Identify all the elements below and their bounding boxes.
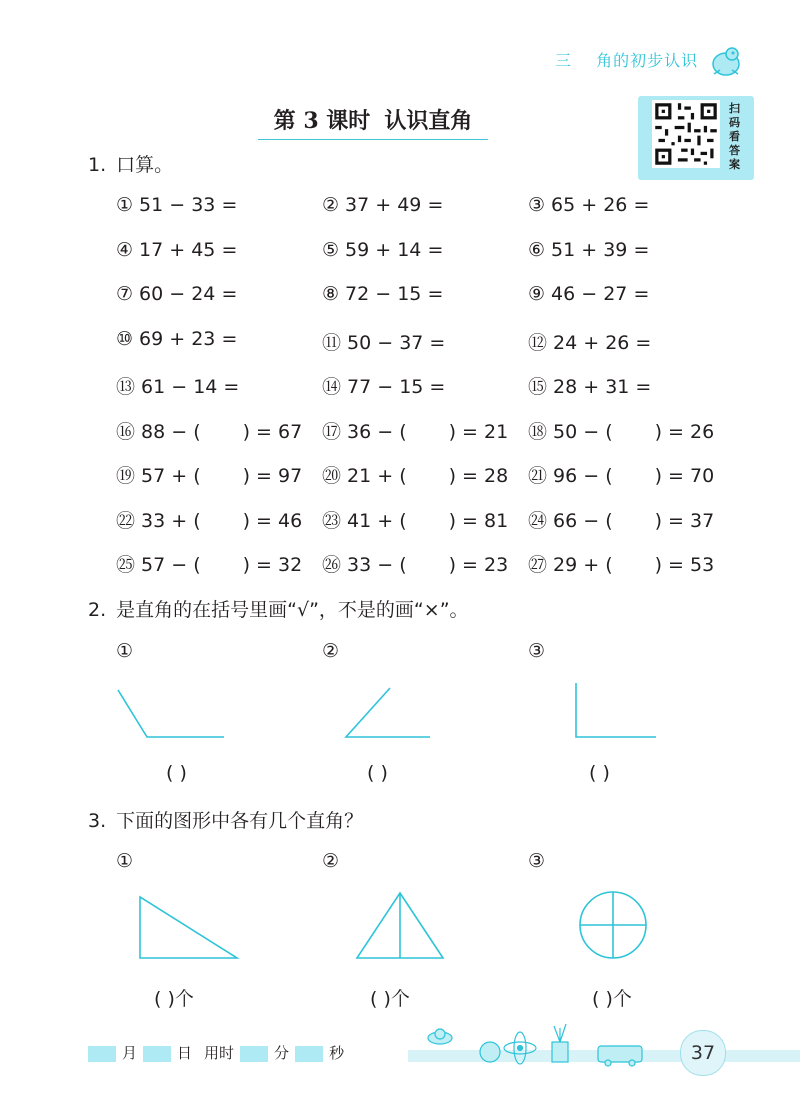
angle-3-label: ③: [528, 640, 546, 662]
time-record: [88, 1042, 350, 1063]
item-expression-left: 33 − (: [347, 554, 407, 576]
item-expression-right: ) = 67: [242, 420, 303, 443]
item-expression: 28 + 31 =: [553, 376, 652, 398]
day-blank[interactable]: [143, 1046, 171, 1062]
item-expression-right: ) = 23: [448, 554, 509, 576]
question-text: 下面的图形中各有几个直角？: [116, 810, 364, 832]
month-blank[interactable]: [88, 1046, 116, 1062]
right-angle-figure: [576, 683, 656, 737]
item-expression-left: 88 − (: [141, 420, 201, 443]
item-expression-left: 33 + (: [141, 509, 201, 532]
question-text: 口算。: [116, 154, 174, 176]
item-index: ④: [116, 238, 134, 261]
item-expression-right: ) = 81: [448, 509, 509, 532]
item-expression-right: ) = 21: [448, 420, 509, 443]
lesson-name: 认识直角: [384, 108, 473, 134]
item-index: ㉗: [528, 554, 548, 576]
shape-1-label: ①: [116, 850, 134, 872]
item-index: ⑱: [528, 420, 548, 443]
item-expression: 61 − 14 =: [141, 376, 240, 398]
qr-label-char: 码: [729, 116, 740, 129]
item-expression-right: ) = 46: [242, 509, 303, 532]
question-3-title: [88, 806, 363, 833]
item-index: ⑯: [116, 420, 136, 443]
day-label: 日: [177, 1044, 193, 1062]
item-expression: 17 + 45 =: [139, 238, 238, 261]
item-expression-left: 41 + (: [347, 509, 407, 532]
qr-label-char: 扫: [729, 102, 740, 115]
angle-1-label: ①: [116, 640, 134, 662]
item-index: ⑮: [528, 376, 548, 398]
item-expression: 60 − 24 =: [139, 283, 238, 305]
item-expression-right: ) = 28: [448, 465, 509, 487]
item-index: ⑳: [322, 465, 342, 487]
shape-3-label: ③: [528, 850, 546, 872]
item-expression: 72 − 15 =: [345, 283, 444, 305]
page-number: 37: [680, 1030, 726, 1076]
item-index: ⑭: [322, 376, 342, 398]
lesson-number: 第 3 课时: [273, 108, 371, 134]
question-number: 2.: [88, 599, 107, 621]
question-number: 1.: [88, 154, 107, 176]
item-expression: 37 + 49 =: [345, 194, 444, 216]
item-expression-left: 96 − (: [553, 465, 613, 487]
answer-blank-3[interactable]: ( ): [589, 762, 610, 784]
item-index: ①: [116, 194, 134, 216]
minute-blank[interactable]: [240, 1046, 268, 1062]
item-expression-left: 57 + (: [141, 465, 201, 487]
item-expression-left: 36 − (: [347, 420, 407, 443]
right-triangle-figure: [140, 897, 237, 958]
chapter-title: 角的初步认识: [596, 51, 699, 70]
question-text: 是直角的在括号里画“√”，不是的画“×”。: [116, 599, 469, 621]
item-index: ③: [528, 194, 546, 216]
item-expression-right: ) = 53: [654, 554, 715, 576]
item-index: ⑥: [528, 238, 546, 261]
item-expression: 46 − 27 =: [551, 283, 650, 305]
item-index: ㉒: [116, 509, 136, 532]
time-used-label: 用时: [204, 1044, 235, 1062]
item-index: ㉕: [116, 554, 136, 576]
item-expression-left: 66 − (: [553, 509, 613, 532]
second-label: 秒: [329, 1044, 345, 1062]
count-blank-3[interactable]: ( )个: [592, 988, 632, 1010]
qr-label-char: 看: [729, 130, 740, 143]
minute-label: 分: [274, 1044, 290, 1062]
item-index: ⑦: [116, 283, 134, 305]
item-expression-left: 21 + (: [347, 465, 407, 487]
item-expression-left: 50 − (: [553, 420, 613, 443]
obtuse-angle-figure: [118, 690, 224, 737]
item-expression-right: ) = 70: [654, 465, 715, 487]
answer-blank-2[interactable]: ( ): [367, 762, 388, 784]
item-index: ⑩: [116, 327, 134, 350]
item-index: ⑧: [322, 283, 340, 305]
item-index: ⑫: [528, 331, 548, 354]
item-expression-right: ) = 97: [242, 465, 303, 487]
footer-decoration-icon: [420, 1020, 650, 1068]
qr-label-char: 案: [729, 158, 740, 171]
answer-blank-1[interactable]: ( ): [166, 762, 187, 784]
chapter-number: 三: [555, 51, 573, 70]
month-label: 月: [122, 1044, 138, 1062]
item-index: ⑨: [528, 283, 546, 305]
item-expression: 69 + 23 =: [139, 327, 238, 350]
item-index: ⑰: [322, 420, 342, 443]
item-index: ⑤: [322, 238, 340, 261]
item-expression-left: 29 + (: [553, 554, 613, 576]
item-index: ㉓: [322, 509, 342, 532]
item-expression: 77 − 15 =: [347, 376, 446, 398]
item-expression-right: ) = 37: [654, 509, 715, 532]
item-index: ⑲: [116, 465, 136, 487]
item-index: ⑪: [322, 331, 342, 354]
item-expression: 59 + 14 =: [345, 238, 444, 261]
angle-2-label: ②: [322, 640, 340, 662]
acute-angle-figure: [346, 688, 430, 737]
item-expression: 24 + 26 =: [553, 331, 652, 354]
item-expression: 50 − 37 =: [347, 331, 446, 354]
count-blank-2[interactable]: ( )个: [370, 988, 410, 1010]
item-index: ㉑: [528, 465, 548, 487]
item-expression: 51 − 33 =: [139, 194, 238, 216]
item-expression: 51 + 39 =: [551, 238, 650, 261]
qr-label-char: 答: [729, 144, 740, 157]
item-index: ⑬: [116, 376, 136, 398]
item-index: ②: [322, 194, 340, 216]
question-number: 3.: [88, 810, 107, 832]
item-expression: 65 + 26 =: [551, 194, 650, 216]
item-expression-right: ) = 32: [242, 554, 303, 576]
second-blank[interactable]: [295, 1046, 323, 1062]
count-blank-1[interactable]: ( )个: [154, 988, 194, 1010]
item-index: ㉔: [528, 509, 548, 532]
item-index: ㉖: [322, 554, 342, 576]
shape-2-label: ②: [322, 850, 340, 872]
item-expression-left: 57 − (: [141, 554, 201, 576]
item-expression-right: ) = 26: [654, 420, 715, 443]
